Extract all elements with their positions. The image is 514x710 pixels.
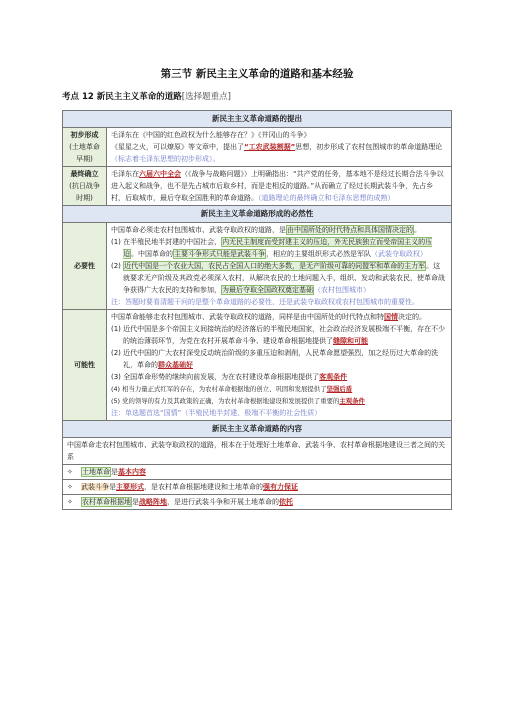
diamond-bullet-icon: ✧ xyxy=(67,498,73,506)
row-label: 可能性 xyxy=(63,310,107,421)
row-label: 必要性 xyxy=(63,223,107,310)
row-content: 中国革命走农村包围城市、武装夺取政权的道路，根本在于处理好土地革命、武装斗争、农村革命根据地建设三者之间的关系 xyxy=(63,438,452,465)
row-content: 中国革命必须走农村包围城市、武装夺取政权的道路，是由中国所处的时代特点和具体国情决定的。 (1) 在半殖民地半封建的中国社会，内无民主制度而受封建主义的压迫，外无民族独立而受帝国主义的压迫。中国革命的主要斗争形式只能是武装斗争，相应的主要组织形式必然是军队（武装夺取政权） (2) 近代中国是一个农业大国，农民占全国人口的绝大多数，是无产阶级可靠的同盟军和革命的主力军。这就要求无产阶级及其政党必须深入农村，从解决农民的土地问题入手，组织、发动和武装农民，使革命战争获得广大农民的支持和参加，为最后夺取全国政权奠定基础（农村包围城市） 注：答题时要看清题干问的是整个革命道路的必要性，还是武装夺取政权或农村包围城市的重要性。 xyxy=(107,223,452,310)
row-content: 毛泽东在《中国的红色政权为什么能够存在？》《井冈山的斗争》 《星星之火，可以燎原》等文章中，提出了“工农武装割据”思想，初步形成了农村包围城市的革命道路理论（标志着毛泽东思想的初步形成）。 xyxy=(107,128,452,167)
table-row xyxy=(63,128,452,167)
content-table xyxy=(62,110,452,510)
section-heading-text: 考点 12 新民主主义革命的道路 xyxy=(62,92,182,102)
table-row xyxy=(63,167,452,206)
section-heading-tag: [选择题重点] xyxy=(181,92,231,102)
list-item: ✧ 农村革命根据地是战略阵地，是进行武装斗争和开展土地革命的依托 xyxy=(63,495,452,510)
list-item: ✧ 武装斗争是主要形式，是农村革命根据地建设和土地革命的强有力保证 xyxy=(63,480,452,495)
table-row xyxy=(63,310,452,421)
row-label: 最终确立 (抗日战争时期) xyxy=(63,167,107,206)
table-header-content: 新民主主义革命道路的内容 xyxy=(63,421,452,438)
table-header-proposal: 新民主主义革命道路的提出 xyxy=(63,111,452,128)
row-label: 初步形成 (土地革命早期) xyxy=(63,128,107,167)
diamond-bullet-icon: ✧ xyxy=(67,468,73,476)
section-heading xyxy=(62,90,231,102)
row-content: 中国革命能够走农村包围城市、武装夺取政权的道路，同样是由中国所处的时代特点和特国情决定的。 (1) 近代中国是多个帝国主义间接统治的经济落后的半殖民地国家，社会政治经济发展极端不平衡，存在不少的统治薄弱环节，为党在农村开展革命斗争、建设革命根据地提供了缝隙和可能 (2) 近代中国的广大农村深受反动统治阶级的多重压迫和剥削，人民革命愿望强烈，加之经历过大革命的洗礼，革命的群众基础好 (3) 全国革命形势的继续向前发展，为在农村建设革命根据地提供了客观条件 (4) 相当力量正式红军的存在，为农村革命根据地的创立、巩固和发展提供了坚强后盾 (5) 党的领导的有力及其政策的正确，为农村革命根据地建设和发展提供了重要的主观条件 注：单选题首选“国情”（半殖民地半封建、极端不平衡的社会性质） xyxy=(107,310,452,421)
table-header-necessity: 新民主主义革命道路形成的必然性 xyxy=(63,206,452,223)
diamond-bullet-icon: ✧ xyxy=(67,483,73,491)
table-row xyxy=(63,223,452,310)
row-content: 毛泽东在六届六中全会（《战争与战略问题》）上明确指出：“共产党的任务，基本地不是经过长期合法斗争以进入起义和战争，也不是先占城市后取乡村，而是走相反的道路。”从而确立了经过长期武装斗争，先占乡村，后取城市，最后夺取全国胜利的革命道路。（道路理论的最终确立和毛泽东思想的成熟） xyxy=(107,167,452,206)
page-title: 第三节 新民主主义革命的道路和基本经验 xyxy=(160,68,354,80)
list-item: ✧ 土地革命是基本内容 xyxy=(63,465,452,480)
table-row xyxy=(63,438,452,465)
